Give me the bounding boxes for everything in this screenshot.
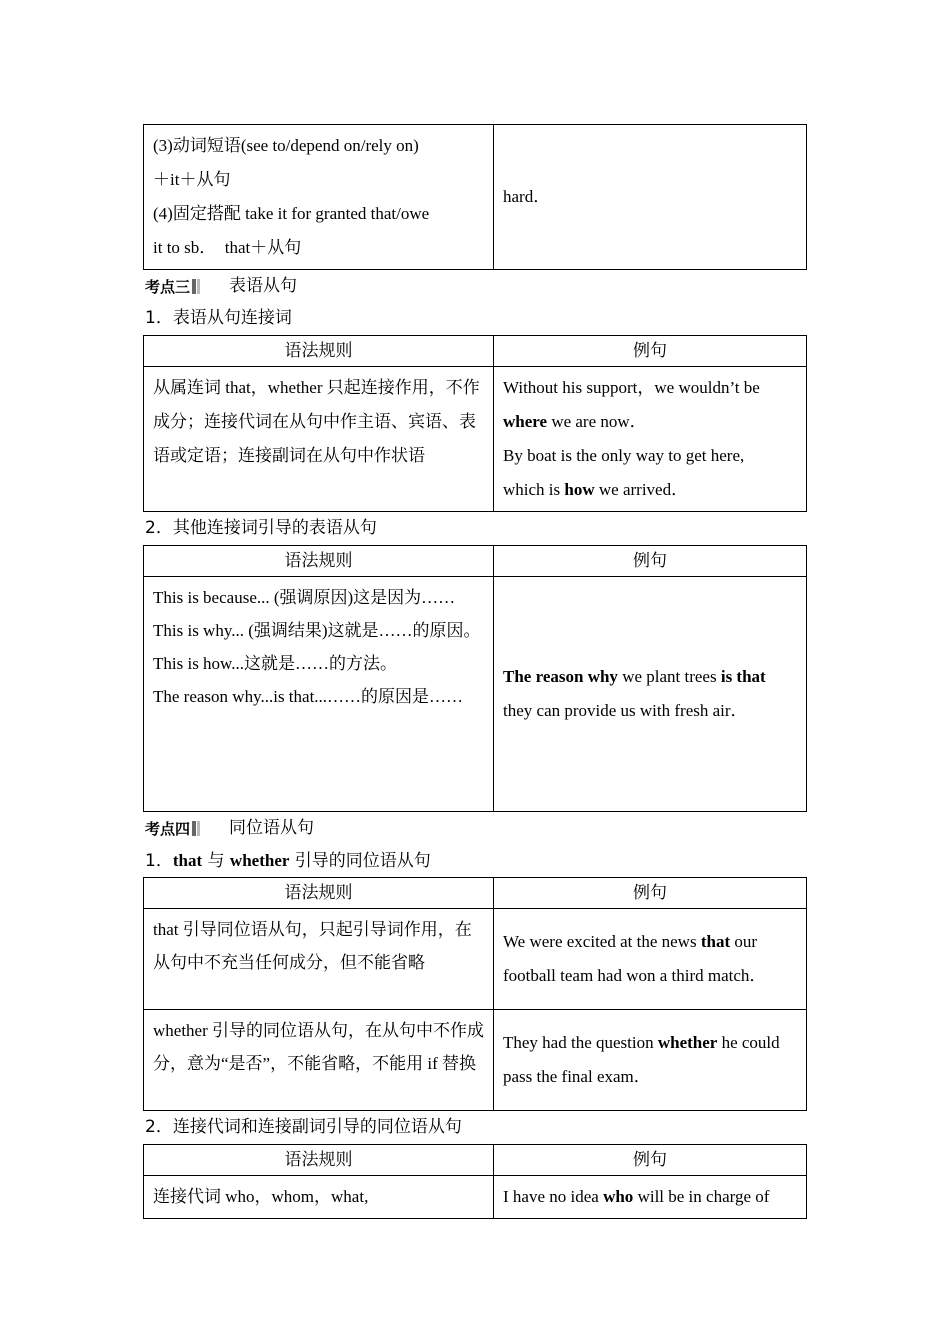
subheading: 1．表语从句连接词 xyxy=(145,308,292,328)
rule-line: it to sb． that＋从句 xyxy=(153,238,302,257)
example-text: hard． xyxy=(503,187,551,206)
subheading: 2．其他连接词引导的表语从句 xyxy=(145,518,377,538)
rule-line: The reason why...is that...……的原因是…… xyxy=(153,687,464,706)
example-cell: We were excited at the news that our football team had won a third match． xyxy=(494,909,807,1010)
appositive-table xyxy=(143,877,807,1111)
rule-line: This is how...这就是……的方法。 xyxy=(153,654,397,673)
subheading: 2．连接代词和连接副词引导的同位语从句 xyxy=(145,1117,462,1137)
subheading: 1．that 与 whether 引导的同位语从句 xyxy=(145,851,431,871)
rule-line: (4)固定搭配 take it for granted that/owe xyxy=(153,204,430,223)
example-cell xyxy=(494,367,807,512)
connector-table xyxy=(143,335,807,512)
header-example: 例句 xyxy=(494,546,807,577)
rule-line: This is why... (强调结果)这就是……的原因。 xyxy=(153,621,481,640)
header-example: 例句 xyxy=(494,878,807,909)
section-heading xyxy=(143,270,807,302)
example-line: By boat is the only way to get here, xyxy=(503,446,745,465)
rule-line: ＋it＋从句 xyxy=(153,170,231,189)
section-title: 表语从句 xyxy=(229,276,297,296)
document-page xyxy=(143,124,807,1219)
example-line: they can provide us with fresh air． xyxy=(503,701,748,720)
section-badge: 考点四 xyxy=(145,813,200,845)
header-example: 例句 xyxy=(494,336,807,367)
pronoun-adverb-table xyxy=(143,1144,807,1219)
example-cell: I have no idea who will be in charge of xyxy=(494,1176,807,1219)
rule-line: (3)动词短语(see to/depend on/rely on) xyxy=(153,136,419,155)
rule-cell xyxy=(144,577,494,812)
example-cell: They had the question whether he could pass the final exam． xyxy=(494,1010,807,1111)
section-heading xyxy=(143,812,807,844)
example-line: Without his support，we wouldn’t be xyxy=(503,378,760,397)
example-cell xyxy=(494,125,807,270)
rule-line: This is because... (强调原因)这是因为…… xyxy=(153,588,456,607)
header-rule: 语法规则 xyxy=(144,546,494,577)
example-line: which is how we arrived． xyxy=(503,480,689,499)
header-rule: 语法规则 xyxy=(144,878,494,909)
header-rule: 语法规则 xyxy=(144,336,494,367)
example-line: where we are now． xyxy=(503,412,647,431)
rule-cell xyxy=(144,125,494,270)
rule-cell: that 引导同位语从句，只起引导词作用，在从句中不充当任何成分，但不能省略 xyxy=(144,909,494,1010)
header-example: 例句 xyxy=(494,1145,807,1176)
other-connector-table xyxy=(143,545,807,812)
rule-cell: 从属连词 that，whether 只起连接作用，不作成分；连接代词在从句中作主语、宾语、表语或定语；连接副词在从句中作状语 xyxy=(144,367,494,512)
rule-cell: whether 引导的同位语从句，在从句中不作成分，意为“是否”，不能省略，不能用 if 替换 xyxy=(144,1010,494,1111)
section-badge: 考点三 xyxy=(145,271,200,303)
section-title: 同位语从句 xyxy=(229,818,314,838)
header-rule: 语法规则 xyxy=(144,1145,494,1176)
example-line: The reason why we plant trees is that xyxy=(503,667,766,686)
rule-cell: 连接代词 who，whom，what, xyxy=(144,1176,494,1219)
example-cell xyxy=(494,577,807,812)
continuation-table xyxy=(143,124,807,270)
